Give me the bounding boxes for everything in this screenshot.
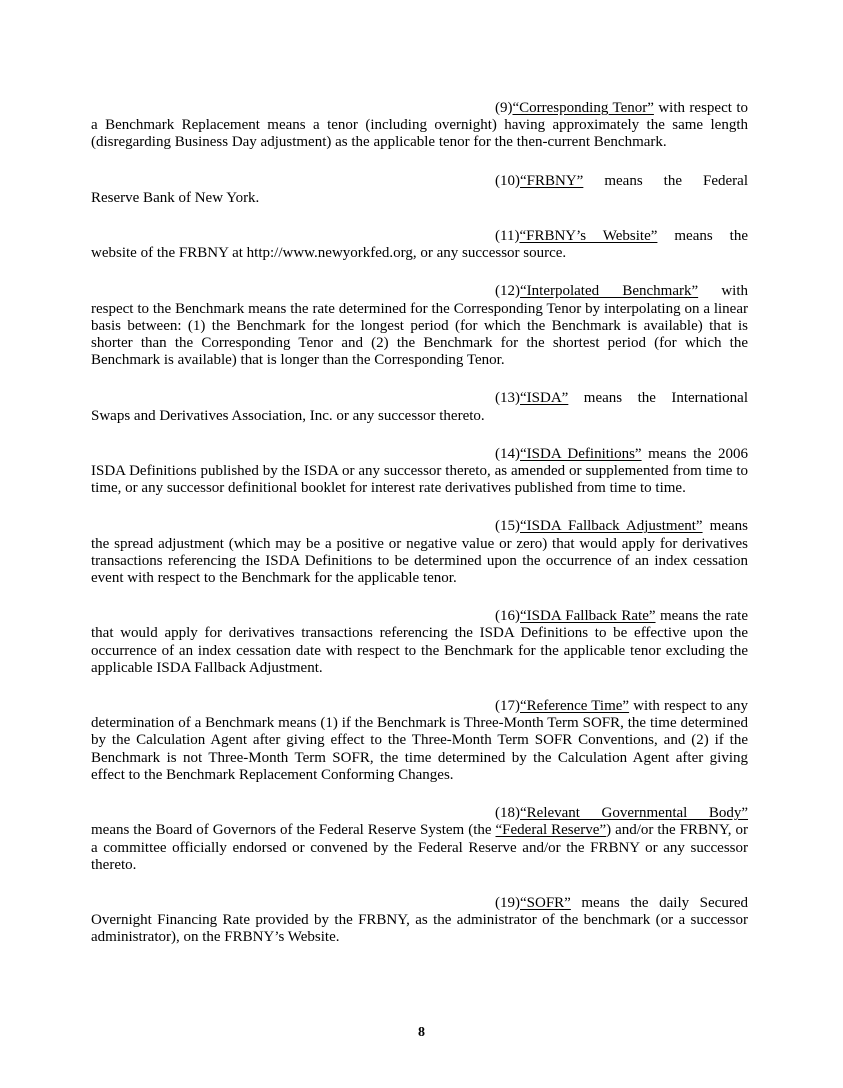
- paragraph-text: means the daily Secured Overnight Financing Rate provided by the FRBNY, as the administrator of the benchmark (or a successor administrator), on the FRBNY’s Website.: [91, 894, 748, 946]
- paragraph-number: (11): [495, 228, 520, 245]
- definition-paragraph-18: [91, 805, 748, 874]
- paragraph-number: (9): [495, 100, 513, 116]
- paragraph-text: with respect to a Benchmark Replacement means a tenor (including overnight) having approximately the same length (disregarding Business Day adjustment) as the applicable tenor for the then-current Benchmark.: [91, 100, 748, 151]
- paragraph-number: (17): [495, 698, 520, 715]
- paragraph-text-after: ) and/or the FRBNY, or a committee officially endorsed or convened by the Federal Reserve and/or the FRBNY or any successor thereto.: [91, 822, 749, 873]
- paragraph-text: means the spread adjustment (which may be a positive or negative value or zero) that would apply for derivatives transactions referencing the ISDA Definitions to be determined upon the occurrence of an index cessation event with respect to the Benchmark for the applicable tenor.: [91, 518, 749, 587]
- page-number: 8: [418, 1025, 425, 1040]
- definition-paragraph-9: [91, 100, 748, 152]
- defined-term: “ISDA Definitions”: [520, 445, 642, 462]
- paragraph-text: means the website of the FRBNY at http://www.newyorkfed.org, or any successor source.: [91, 228, 748, 262]
- definition-paragraph-17: [91, 698, 748, 784]
- definition-paragraph-19: [91, 895, 748, 947]
- paragraph-number: (16): [495, 608, 520, 625]
- defined-term: “Relevant Governmental Body”: [520, 805, 748, 822]
- paragraph-text: means the 2006 ISDA Definitions published by the ISDA or any successor thereto, as amended or supplemented from time to time, or any successor definitional booklet for interest rate derivatives published from time to time.: [91, 445, 748, 497]
- paragraph-text: means the International Swaps and Derivatives Association, Inc. or any successor thereto.: [91, 390, 748, 424]
- defined-term: “Corresponding Tenor”: [512, 100, 654, 116]
- document-body: [91, 100, 748, 968]
- defined-term: “ISDA Fallback Rate”: [520, 608, 656, 625]
- paragraph-number: (13): [495, 390, 520, 407]
- defined-term: “FRBNY’s Website”: [519, 228, 658, 245]
- paragraph-number: (18): [495, 805, 520, 822]
- defined-term: “ISDA”: [520, 390, 569, 407]
- defined-term: “SOFR”: [520, 894, 571, 911]
- definition-paragraph-10: [91, 173, 748, 207]
- paragraph-number: (12): [495, 283, 520, 300]
- definition-paragraph-16: [91, 608, 748, 677]
- definition-paragraph-13: [91, 390, 748, 424]
- defined-term: “Reference Time”: [520, 698, 630, 715]
- definition-paragraph-15: [91, 518, 748, 587]
- definition-paragraph-11: [91, 228, 748, 262]
- paragraph-text: means the Federal Reserve Bank of New York.: [91, 172, 748, 206]
- definition-paragraph-14: [91, 446, 748, 498]
- paragraph-text: with respect to any determination of a Benchmark means (1) if the Benchmark is Three-Month Term SOFR, the time determined by the Calculation Agent after giving effect to the Three-Month Term SOFR Conventions, and (2) if the Benchmark is not Three-Month Term SOFR, the time determined by the Calculation Agent after giving effect to the Benchmark Replacement Conforming Changes.: [91, 698, 748, 783]
- defined-term: “FRBNY”: [520, 172, 584, 189]
- paragraph-text: with respect to the Benchmark means the rate determined for the Corresponding Tenor by interpolating on a linear basis between: (1) the Benchmark for the longest period (for which the Benchmark is available) that is shorter than the Corresponding Tenor and (2) the Benchmark for the shortest period (for which the Benchmark is available) that is longer than the Corresponding Tenor.: [91, 283, 748, 369]
- defined-term: “ISDA Fallback Adjustment”: [520, 518, 703, 535]
- paragraph-number: (15): [495, 518, 520, 535]
- paragraph-text: means the rate that would apply for derivatives transactions referencing the ISDA Definitions to be effective upon the occurrence of an index cessation date with respect to the Benchmark for the applicable tenor excluding the applicable ISDA Fallback Adjustment.: [91, 608, 748, 676]
- definition-paragraph-12: [91, 283, 748, 369]
- defined-term: “Interpolated Benchmark”: [520, 283, 699, 300]
- inner-defined-term: “Federal Reserve”: [495, 822, 607, 839]
- paragraph-number: (14): [495, 445, 520, 462]
- paragraph-text: means the Board of Governors of the Federal Reserve System (the: [91, 822, 496, 839]
- paragraph-number: (10): [495, 172, 520, 189]
- paragraph-number: (19): [495, 894, 520, 911]
